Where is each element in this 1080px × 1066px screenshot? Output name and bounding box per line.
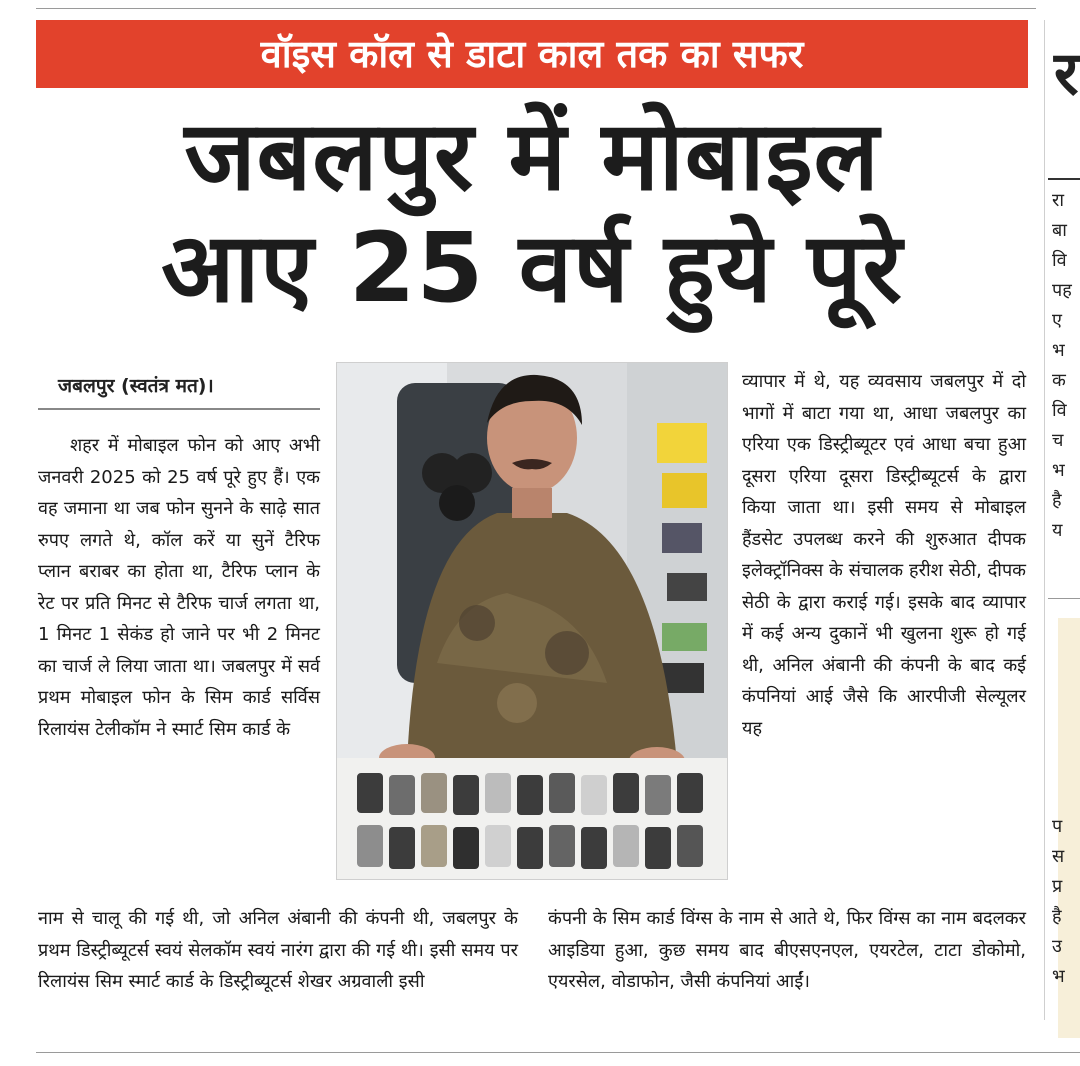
article-bottom-left: नाम से चालू की गई थी, जो अनिल अंबानी की कंपनी थी, जबलपुर के प्रथम डिस्ट्रीब्यूटर्स स्वयं सेलकॉम स्वयं नारंग द्वारा की गई थी। इसी समय पर रिलायंस सिम स्मार्ट कार्ड के डिस्ट्रीब्यूटर्स शेखर अग्रवाली इसी (38, 908, 518, 992)
neighbor-column-top: रा बा वि पह ए भ क वि च भ है य (1052, 190, 1072, 541)
article-column-1: शहर में मोबाइल फोन को आए अभी जनवरी 2025 को 25 वर्ष पूरे हुए हैं। एक वह जमाना था जब फोन सुनने के साढ़े सात रुपए लगते थे, कॉल करें या सुनें टैरिफ प्लान बराबर का होता था, टैरिफ प्लान के रेट पर प्रति मिनट से टैरिफ चार्ज लगता था, 1 मिनट 1 सेकंड हो जाने पर भी 2 मिनट का चार्ज ले लिया जाता था। जबलपुर में सर्व प्रथम मोबाइल फोन के सिम कार्ड सर्विस रिलायंस टेलीकॉम ने स्मार्ट सिम कार्ड के (38, 435, 320, 740)
neighbor-rule (1048, 178, 1080, 180)
bottom-rule (36, 1052, 1080, 1053)
neighbor-headline-fragment: र (1054, 39, 1079, 109)
headline-line-1: जबलपुर में मोबाइल (184, 100, 880, 212)
neighbor-column-bottom: प स प्र है उ भ (1052, 816, 1065, 987)
top-rule (36, 8, 1036, 9)
article-column-3: व्यापार में थे, यह व्यवसाय जबलपुर में दो भागों में बाटा गया था, आधा जबलपुर का एरिया एक डिस्ट्रीब्यूटर एवं आधा बचा हुआ दूसरा एरिया दूसरा डिस्ट्रीब्यूटर्स के द्वारा किया जाता था। इसी समय से मोबाइल हैंडसेट उपलब्ध करने की शुरुआत दीपक इलेक्ट्रॉनिक्स के संचालक हरीश सेठी, दीपक सेठी के द्वारा कराई गई। इसके बाद व्यापार में कई अन्य दुकानें भी खुलना शुरू हो गई थी, अनिल अंबानी की कंपनी के बाद कई कंपनियां आई जैसे कि आरपीजी सेल्यूलर यह (742, 371, 1026, 739)
article-bottom-right: कंपनी के सिम कार्ड विंग्स के नाम से आते थे, फिर विंग्स का नाम बदलकर आइडिया हुआ, कुछ समय बाद बीएसएनएल, एयरटेल, टाटा डोकोमो, एयरसेल, वोडाफोन, जैसी कंपनियां आईं। (548, 908, 1026, 992)
neighbor-divider (1048, 598, 1080, 599)
kicker-banner: वॉइस कॉल से डाटा काल तक का सफर (36, 20, 1028, 88)
column-separator (1044, 20, 1045, 1020)
dateline: जबलपुर (स्वतंत्र मत)। (38, 370, 320, 410)
article-photo (336, 362, 728, 880)
article-headline (36, 100, 1028, 324)
headline-line-2: आए 25 वर्ष हुये पूरे (161, 212, 903, 324)
